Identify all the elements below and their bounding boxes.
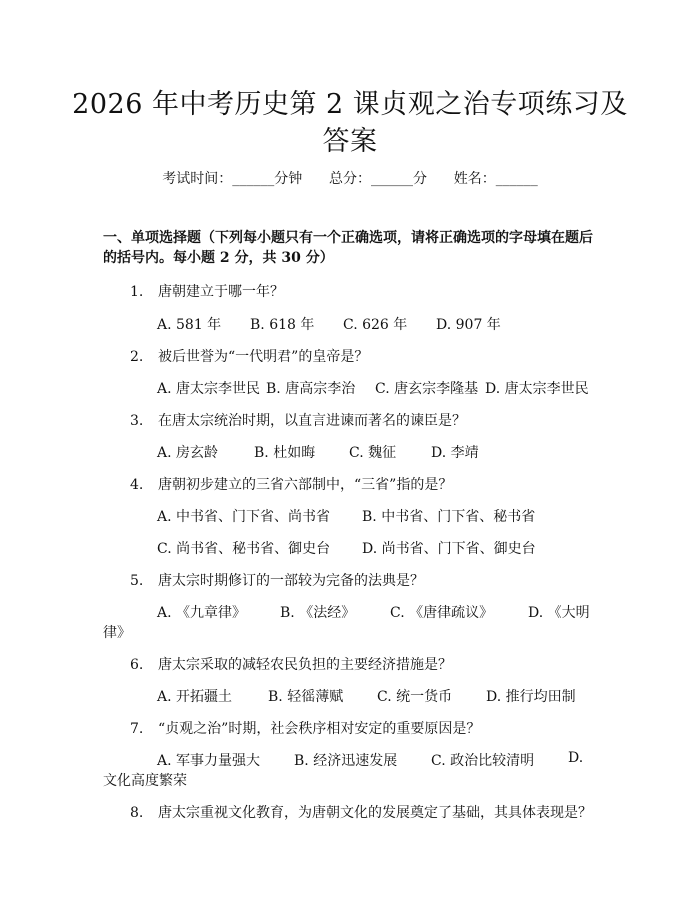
section-heading: 一、单项选择题（下列每小题只有一个正确选项，请将正确选项的字母填在题后的括号内。每小题 2 分，共 30 分）	[103, 230, 593, 266]
option-c: C. 尚书省、秘书省、御史台	[157, 541, 331, 557]
option-a: A. 军事力量强大	[157, 753, 261, 769]
option-a: A. 开拓疆土	[157, 689, 233, 705]
question-number: 4.	[130, 477, 144, 493]
option-d: D. 907 年	[436, 317, 501, 333]
option-b: B. 轻徭薄赋	[268, 689, 344, 705]
option-c: C. 626 年	[343, 317, 408, 333]
option-c: C. 唐玄宗李隆基	[375, 381, 479, 397]
option-a: A. 唐太宗李世民	[157, 381, 261, 397]
name-label: 姓名：	[453, 171, 496, 187]
option-a: A. 《九章律》	[157, 605, 247, 621]
question-text: 唐朝建立于哪一年？	[158, 284, 284, 300]
option-b: B. 杜如晦	[254, 445, 316, 461]
title-line-2: 答案	[322, 126, 378, 157]
time-suffix: 分钟	[274, 171, 303, 187]
name-blank: ______	[495, 171, 538, 187]
option-a: A. 房玄龄	[157, 445, 219, 461]
time-blank: ______	[232, 171, 275, 187]
question-text: 唐朝初步建立的三省六部制中，“三省”指的是？	[158, 477, 453, 493]
question-number: 5.	[130, 573, 144, 589]
option-b: B. 中书省、门下省、秘书省	[362, 509, 536, 525]
question-6	[130, 654, 452, 674]
question-text: 被后世誉为“一代明君”的皇帝是？	[158, 349, 369, 365]
question-number: 3.	[130, 413, 144, 429]
score-suffix: 分	[413, 171, 427, 187]
question-3	[130, 410, 466, 430]
option-b: B. 《法经》	[280, 605, 356, 621]
score-label: 总分：	[329, 171, 371, 187]
question-text: 在唐太宗统治时期，以直言进谏而著名的谏臣是？	[158, 413, 466, 429]
question-8	[130, 802, 592, 822]
option-d: D.	[568, 750, 584, 766]
option-b: B. 经济迅速发展	[294, 753, 398, 769]
option-c: C. 《唐律疏议》	[390, 605, 494, 621]
time-label: 考试时间：	[162, 171, 233, 187]
question-number: 8.	[130, 805, 144, 821]
exam-info	[0, 168, 700, 188]
option-c: C. 政治比较清明	[431, 753, 535, 769]
option-d: D. 唐太宗李世民	[485, 381, 589, 397]
option-continuation: 文化高度繁荣	[103, 773, 187, 789]
question-5	[130, 570, 424, 590]
option-d: D. 推行均田制	[486, 689, 576, 705]
option-c: C. 魏征	[349, 445, 397, 461]
question-text: 唐太宗重视文化教育，为唐朝文化的发展奠定了基础，其具体表现是？	[158, 805, 592, 821]
question-7	[130, 718, 480, 738]
question-text: 唐太宗时期修订的一部较为完备的法典是？	[158, 573, 424, 589]
question-number: 7.	[130, 721, 144, 737]
question-text: “贞观之治”时期，社会秩序相对安定的重要原因是？	[158, 721, 481, 737]
option-b: B. 唐高宗李治	[266, 381, 356, 397]
option-a: A. 581 年	[157, 317, 222, 333]
option-d: D. 尚书省、门下省、御史台	[362, 541, 536, 557]
question-1	[130, 281, 284, 301]
question-4	[130, 474, 452, 494]
question-2	[130, 346, 368, 366]
option-d: D. 《大明	[528, 605, 590, 621]
score-blank: ______	[371, 171, 413, 187]
option-b: B. 618 年	[250, 317, 315, 333]
question-number: 2.	[130, 349, 144, 365]
question-text: 唐太宗采取的减轻农民负担的主要经济措施是？	[158, 657, 452, 673]
option-a: A. 中书省、门下省、尚书省	[157, 509, 331, 525]
option-d: D. 李靖	[431, 445, 479, 461]
option-c: C. 统一货币	[377, 689, 453, 705]
question-number: 1.	[130, 284, 144, 300]
question-number: 6.	[130, 657, 144, 673]
document-title	[60, 86, 640, 160]
option-continuation: 律》	[103, 625, 131, 641]
title-line-1: 2026 年中考历史第 2 课贞观之治专项练习及	[72, 89, 628, 120]
